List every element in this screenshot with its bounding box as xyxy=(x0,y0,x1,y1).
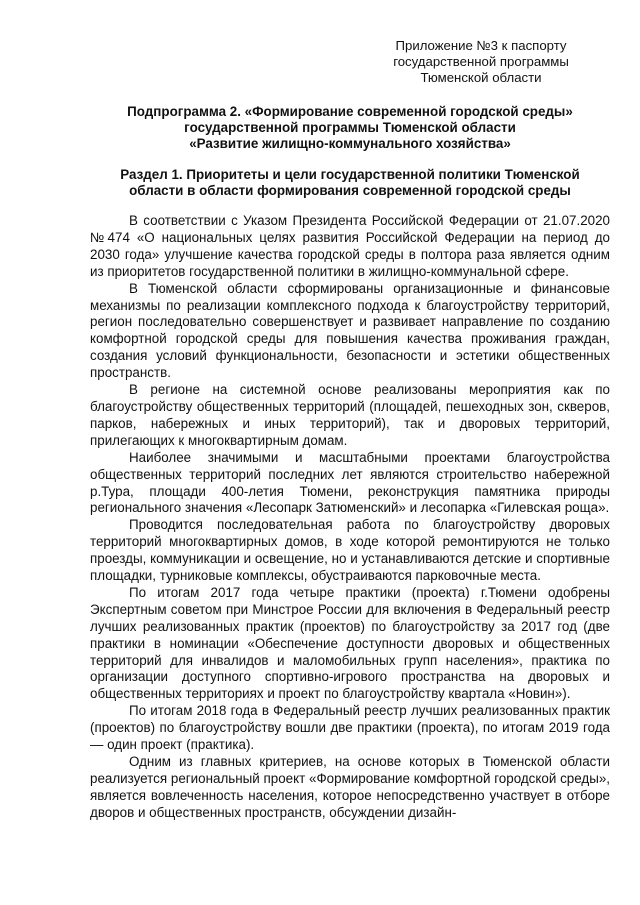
paragraph: В регионе на системной основе реализованы мероприятия как по благоустройству общественных территорий (площадей, пешеходных зон, скверов, парков, набережных и иных территорий), так и дворовых территорий, прилегающих к многоквартирным домам. xyxy=(90,382,610,448)
subprogram-title-line-2: государственной программы Тюменской области xyxy=(184,120,516,135)
paragraph: В Тюменской области сформированы организационные и финансовые механизмы по реализации комплексного подхода к благоустройству территорий, регион последовательно совершенствует и развивает направление по созданию комфортной городской среды для повышения качества проживания граждан, создания условий функциональности, безопасности и эстетики общественных пространств. xyxy=(90,280,610,381)
appendix-line-3: Тюменской области xyxy=(420,70,542,85)
appendix-note xyxy=(376,38,586,86)
paragraph: Наиболее значимыми и масштабными проектами благоустройства общественных территорий последних лет являются строительство набережной р.Тура, площади 400-летия Тюмени, реконструкция памятника природы регионального значения «Лесопарк Затюменский» и лесопарка «Гилевская роща». xyxy=(90,449,610,516)
paragraph: Проводится последовательная работа по благоустройству дворовых территорий многоквартирных домов, в ходе которой ремонтируются не только проезды, коммуникации и освещение, но и устанавливаются детские и спортивные площадки, турниковые комплексы, обустраиваются парковочные места. xyxy=(90,517,610,584)
paragraph: По итогам 2017 года четыре практики (проекта) г.Тюмени одобрены Экспертным советом при Минстрое России для включения в Федеральный реестр лучших реализованных практик (проектов) по благоустройству за 2017 год (две практики в номинации «Обеспечение доступности дворовых и общественных территорий для инвалидов и маломобильных групп населения», практика по организации доступного спортивно-игрового пространства на дворовых и общественных территориях и проект по благоустройству квартала «Новин»). xyxy=(90,584,610,702)
paragraph: В соответствии с Указом Президента Российской Федерации от 21.07.2020 №474 «О национальных целях развития Российской Федерации на период до 2030 года» улучшение качества городской среды в полтора раза является одним из приоритетов государственной политики в жилищно-коммунальной сфере. xyxy=(90,213,610,279)
section-title xyxy=(90,167,610,199)
subprogram-title-line-3: «Развитие жилищно-коммунального хозяйства» xyxy=(189,136,511,151)
appendix-line-1: Приложение №3 к паспорту xyxy=(395,38,567,53)
subprogram-title-line-1: Подпрограмма 2. «Формирование современной городской среды» xyxy=(127,104,573,119)
paragraph: Одним из главных критериев, на основе которых в Тюменской области реализуется региональный проект «Формирование комфортной городской среды», является вовлеченность населения, которое непосредственно участвует в отборе дворов и общественных пространств, обсуждении дизайн- xyxy=(90,754,610,820)
paragraph: По итогам 2018 года в Федеральный реестр лучших реализованных практик (проектов) по благоустройству вошли две практики (проекта), по итогам 2019 года — один проект (практика). xyxy=(90,703,610,753)
section-title-line-1: Раздел 1. Приоритеты и цели государственной политики Тюменской xyxy=(120,167,580,182)
subprogram-title xyxy=(90,104,610,152)
body-text xyxy=(90,213,610,822)
section-title-line-2: области в области формирования современной городской среды xyxy=(129,183,571,198)
appendix-line-2: государственной программы xyxy=(393,54,569,69)
